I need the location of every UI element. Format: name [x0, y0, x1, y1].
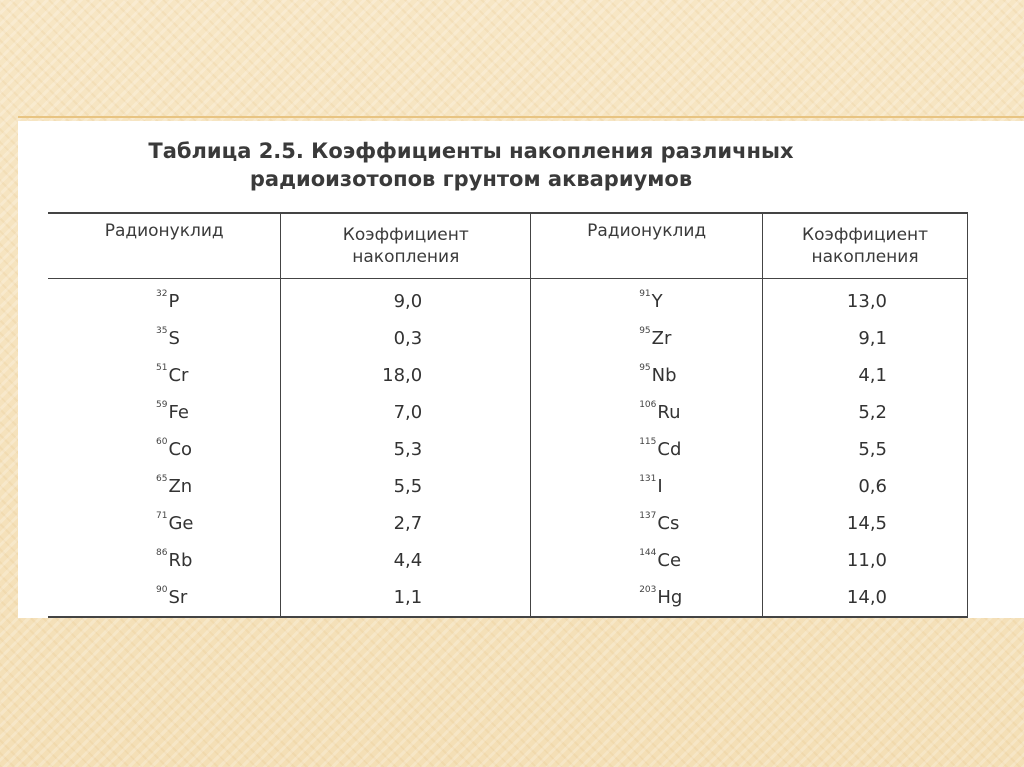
coefficient-value: 11,0 [846, 550, 887, 571]
coefficient-cell [763, 505, 968, 542]
radionuclide-cell [531, 542, 763, 579]
element-symbol: Nb [651, 365, 677, 386]
coefficient-cell [281, 542, 531, 579]
radionuclide-cell [48, 542, 281, 579]
coefficient-value: 18,0 [382, 365, 423, 386]
coefficient-value: 4,1 [858, 365, 887, 386]
mass-number: 51 [156, 363, 168, 373]
table-title-line-1: Таблица 2.5. Коэффициенты накопления различных [148, 139, 794, 163]
slide-accent-rule [18, 116, 1024, 118]
element-symbol: Ge [168, 513, 194, 534]
coefficient-value: 4,4 [393, 550, 423, 571]
table-row [48, 505, 968, 542]
element-symbol: I [657, 476, 663, 497]
element-symbol: Zr [651, 328, 672, 349]
mass-number: 137 [639, 511, 657, 521]
element-symbol: Sr [168, 587, 188, 608]
element-symbol: Cd [657, 439, 682, 460]
mass-number: 86 [156, 548, 168, 558]
mass-number: 115 [639, 437, 657, 447]
coefficient-cell [763, 431, 968, 468]
mass-number: 90 [156, 585, 168, 595]
mass-number: 95 [639, 326, 651, 336]
coefficient-value: 5,3 [393, 439, 423, 460]
coefficient-value: 14,5 [846, 513, 887, 534]
radionuclide-cell [531, 431, 763, 468]
mass-number: 35 [156, 326, 168, 336]
radionuclide-cell [531, 394, 763, 431]
table-row [48, 542, 968, 579]
header-coefficient-right-line1: Коэффициент [802, 225, 929, 245]
table-row [48, 394, 968, 431]
header-radionuclide-left: Радионуклид [48, 213, 281, 279]
element-symbol: Ru [657, 402, 681, 423]
element-symbol: Fe [168, 402, 189, 423]
coefficient-value: 13,0 [846, 291, 887, 312]
coefficient-cell [763, 542, 968, 579]
mass-number: 203 [639, 585, 657, 595]
coefficient-value: 1,1 [393, 587, 423, 608]
coefficient-cell [281, 505, 531, 542]
coefficient-cell [763, 357, 968, 394]
radionuclide-cell [48, 579, 281, 617]
table-row [48, 320, 968, 357]
element-symbol: Co [168, 439, 193, 460]
coefficient-value: 2,7 [393, 513, 423, 534]
coefficient-value: 5,5 [393, 476, 423, 497]
coefficient-value: 9,0 [393, 291, 423, 312]
coefficient-value: 5,2 [858, 402, 887, 423]
coefficient-cell [763, 279, 968, 321]
accumulation-coefficients-table [48, 212, 968, 618]
element-symbol: S [168, 328, 180, 349]
mass-number: 91 [639, 289, 651, 299]
coefficient-cell [763, 468, 968, 505]
table-body [48, 279, 968, 618]
radionuclide-cell [48, 505, 281, 542]
element-symbol: Cs [657, 513, 680, 534]
table-row [48, 431, 968, 468]
element-symbol: Zn [168, 476, 193, 497]
element-symbol: Cr [168, 365, 189, 386]
coefficient-cell [281, 357, 531, 394]
table-header-row [48, 213, 968, 279]
mass-number: 65 [156, 474, 168, 484]
radionuclide-cell [531, 579, 763, 617]
radionuclide-cell [48, 468, 281, 505]
mass-number: 60 [156, 437, 168, 447]
coefficient-value: 7,0 [393, 402, 423, 423]
header-coefficient-left [281, 213, 531, 279]
radionuclide-cell [48, 357, 281, 394]
table-title [18, 137, 1024, 193]
coefficient-cell [281, 279, 531, 321]
table-row [48, 357, 968, 394]
coefficient-cell [281, 320, 531, 357]
element-symbol: Rb [168, 550, 193, 571]
coefficient-cell [763, 579, 968, 617]
coefficient-cell [281, 579, 531, 617]
radionuclide-cell [531, 505, 763, 542]
radionuclide-cell [531, 320, 763, 357]
header-coefficient-left-line1: Коэффициент [342, 225, 469, 245]
coefficient-cell [281, 468, 531, 505]
coefficient-value: 5,5 [858, 439, 887, 460]
table-image-panel [18, 121, 1024, 618]
header-coefficient-right-line2: накопления [811, 247, 919, 267]
mass-number: 71 [156, 511, 168, 521]
radionuclide-cell [531, 468, 763, 505]
mass-number: 32 [156, 289, 168, 299]
coefficient-value: 14,0 [846, 587, 887, 608]
radionuclide-cell [48, 394, 281, 431]
radionuclide-cell [531, 279, 763, 321]
header-radionuclide-right: Радионуклид [531, 213, 763, 279]
coefficient-value: 9,1 [858, 328, 887, 349]
table-row [48, 279, 968, 321]
radionuclide-cell [48, 320, 281, 357]
element-symbol: P [168, 291, 180, 312]
coefficient-cell [281, 431, 531, 468]
radionuclide-cell [531, 357, 763, 394]
radionuclide-cell [48, 279, 281, 321]
coefficient-cell [281, 394, 531, 431]
radionuclide-cell [48, 431, 281, 468]
element-symbol: Y [651, 291, 663, 312]
header-coefficient-right [763, 213, 968, 279]
mass-number: 106 [639, 400, 657, 410]
coefficient-value: 0,6 [858, 476, 887, 497]
mass-number: 95 [639, 363, 651, 373]
coefficient-cell [763, 394, 968, 431]
coefficient-cell [763, 320, 968, 357]
element-symbol: Hg [657, 587, 683, 608]
mass-number: 131 [639, 474, 657, 484]
mass-number: 59 [156, 400, 168, 410]
table-row [48, 468, 968, 505]
mass-number: 144 [639, 548, 657, 558]
header-coefficient-left-line2: накопления [352, 247, 460, 267]
coefficient-value: 0,3 [393, 328, 423, 349]
element-symbol: Ce [657, 550, 682, 571]
table-row [48, 579, 968, 617]
table-title-line-2: радиоизотопов грунтом аквариумов [249, 167, 693, 191]
